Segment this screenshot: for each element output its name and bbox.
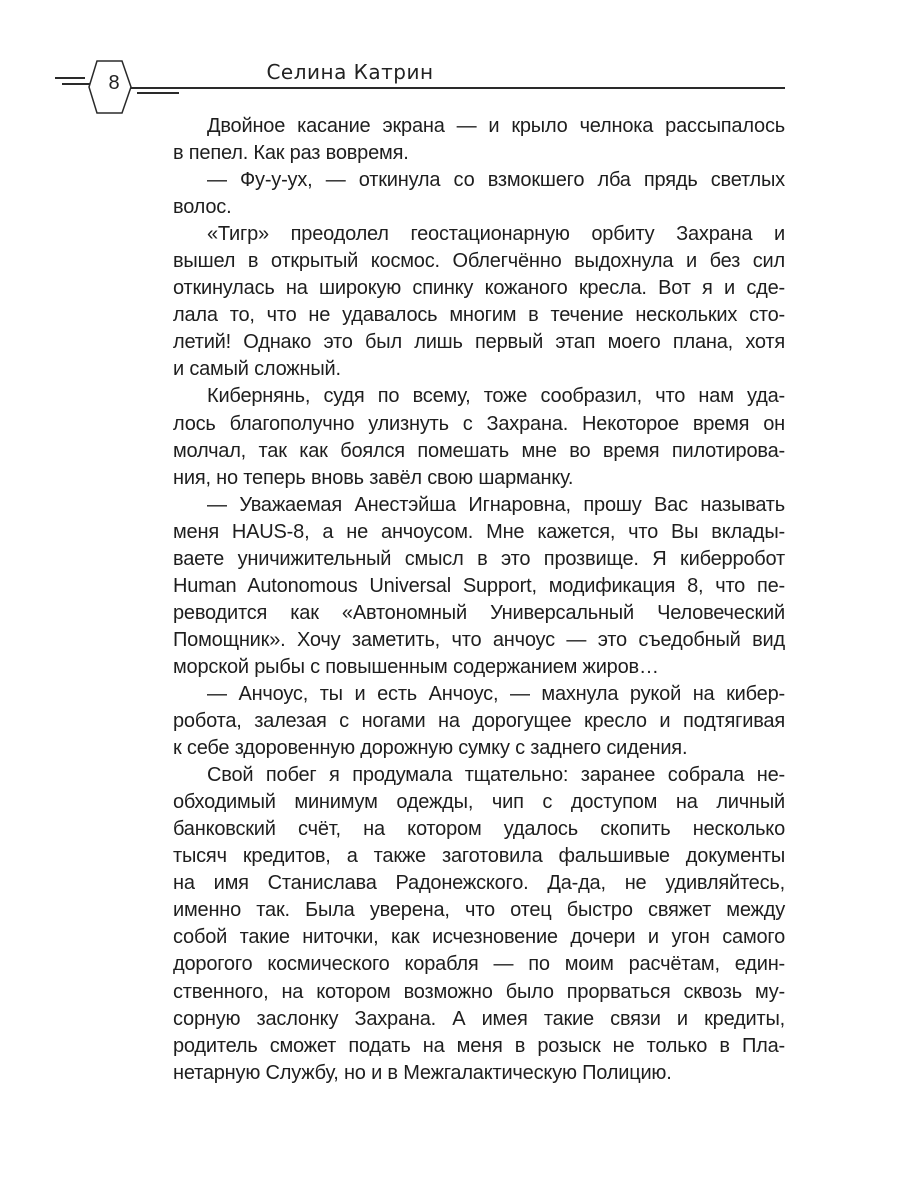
text-line: «Тигр» преодолел геостационарную орбиту Захрана и (207, 223, 785, 246)
text-line: откинулась на широкую спинку кожаного кресла. Вот я и сде- (173, 277, 785, 300)
text-line: именно так. Была уверена, что отец быстро свяжет между (173, 899, 785, 922)
text-line: тысяч кредитов, а также заготовила фальшивые документы (173, 845, 785, 868)
text-line: лось благополучно улизнуть с Захрана. Некоторое время он (173, 412, 785, 435)
text-line: Двойное касание экрана — и крыло челнока рассыпалось (207, 115, 785, 137)
text-line: ния, но теперь вновь завёл свою шарманку. (173, 466, 574, 489)
text-line: — Фу-у-ух, — откинула со взмокшего лба прядь светлых (207, 169, 785, 192)
text-line: ственного, на котором возможно было прорваться сквозь му- (173, 980, 785, 1003)
text-line: и самый сложный. (173, 358, 341, 381)
text-line: сорную заслонку Захрана. А имея такие связи и кредиты, (173, 1007, 785, 1030)
text-line: к себе здоровенную дорожную сумку с заднего сидения. (173, 737, 688, 760)
text-line: волос. (173, 196, 232, 219)
text-line: обходимый минимум одежды, чип с доступом на личный (173, 791, 785, 814)
page-number: 8 (108, 72, 120, 94)
text-line: вышел в открытый космос. Облегчённо выдохнула и без сил (173, 250, 785, 273)
page-body-text (173, 113, 785, 1087)
paragraph (173, 113, 785, 167)
running-head-author: Селина Катрин (266, 60, 434, 84)
text-line: летий! Однако это был лишь первый этап моего плана, хотя (173, 331, 785, 354)
text-line: дорогого космического корабля — по моим расчётам, един- (173, 953, 785, 976)
text-line: Помощник». Хочу заметить, что анчоус — это съедобный вид (173, 628, 785, 651)
paragraph (173, 492, 785, 681)
paragraph (173, 762, 785, 1087)
paragraph (173, 167, 785, 221)
text-line: морской рыбы с повышенным содержанием жиров… (173, 655, 659, 678)
text-line: банковский счёт, на котором удалось скопить несколько (173, 818, 785, 841)
text-line: нетарную Службу, но и в Межгалактическую Полицию. (173, 1061, 672, 1084)
text-line: Кибернянь, судя по всему, тоже сообразил, что нам уда- (207, 385, 785, 408)
text-line: Свой побег я продумала тщательно: заранее собрала не- (207, 764, 785, 787)
text-line: молчал, так как боялся помешать мне во время пилотирова- (173, 439, 785, 462)
text-line: — Анчоус, ты и есть Анчоус, — махнула рукой на кибер- (207, 682, 785, 705)
text-line: — Уважаемая Анестэйша Игнаровна, прошу Вас называть (207, 493, 785, 516)
header-ornament-line (55, 77, 85, 79)
text-line: на имя Станислава Радонежского. Да-да, не удивляйтесь, (173, 872, 785, 895)
header-ornament-line (137, 92, 179, 94)
text-line: родитель сможет подать на меня в розыск не только в Пла- (173, 1034, 785, 1057)
text-line: собой такие ниточки, как исчезновение дочери и угон самого (173, 926, 785, 949)
text-line: в пепел. Как раз вовремя. (173, 142, 409, 165)
paragraph (173, 221, 785, 383)
text-line: Human Autonomous Universal Support, модификация 8, что пе- (173, 574, 785, 597)
paragraph (173, 383, 785, 491)
header-rule (131, 87, 785, 89)
header-ornament-line (62, 83, 90, 85)
text-line: меня HAUS-8, а не анчоусом. Мне кажется, что Вы вклады- (173, 520, 785, 543)
text-line: ваете уничижительный смысл в это прозвище. Я киберробот (173, 547, 785, 570)
text-line: реводится как «Автономный Универсальный Человеческий (173, 601, 785, 624)
text-line: робота, залезая с ногами на дорогущее кресло и подтягивая (173, 710, 785, 733)
text-line: лала то, что не удавалось многим в течение нескольких сто- (173, 304, 785, 327)
paragraph (173, 681, 785, 762)
